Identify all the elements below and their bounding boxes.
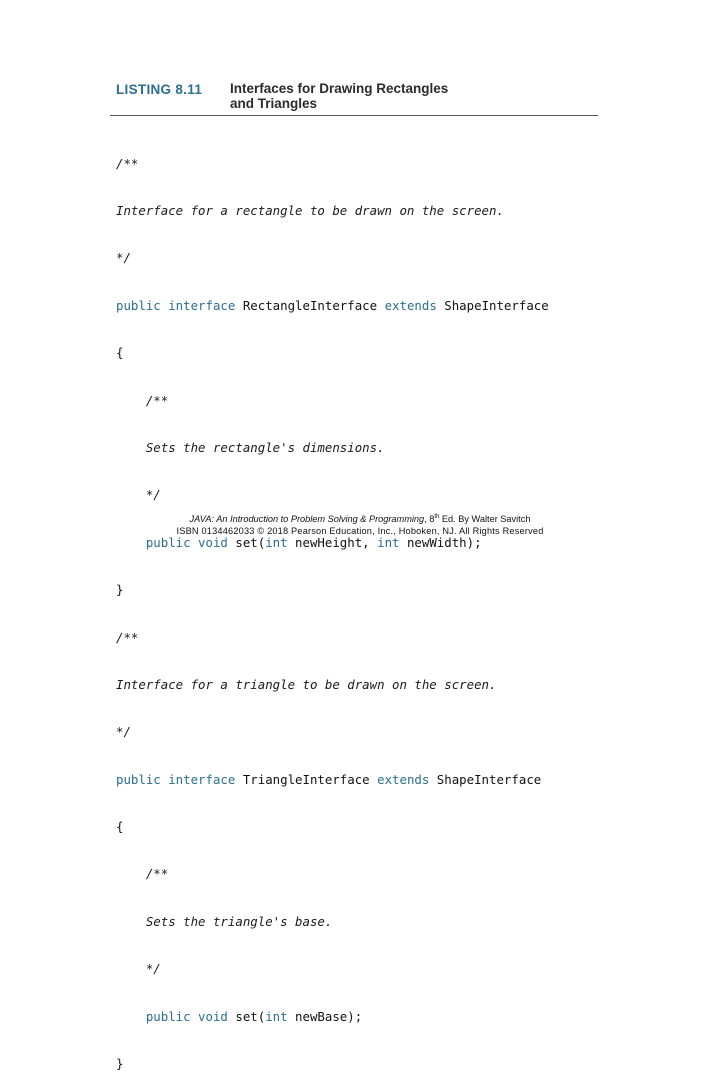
code-line-6: /** bbox=[116, 392, 169, 408]
footer-copyright: ISBN 0134462033 © 2018 Pearson Education, Inc., Hoboken, NJ. All Rights Reserved bbox=[176, 526, 544, 536]
code-line-17: Sets the triangle's base. bbox=[116, 913, 333, 929]
listing-title bbox=[230, 82, 448, 111]
code-text: newBase); bbox=[295, 1008, 363, 1024]
code-text: newWidth); bbox=[406, 534, 482, 550]
code-line-16: /** bbox=[116, 866, 169, 882]
code-keyword: int bbox=[377, 534, 407, 550]
code-keyword: extends bbox=[377, 771, 437, 787]
code-identifier: TriangleInterface bbox=[242, 771, 378, 787]
footer-citation: JAVA: An Introduction to Problem Solving & Programming, 8th Ed. By Walter Savitch bbox=[189, 514, 531, 525]
code-line-4 bbox=[116, 298, 549, 314]
footer-edition-author: Ed. By Walter Savitch bbox=[439, 514, 531, 525]
code-keyword: public void bbox=[116, 534, 236, 550]
code-listing bbox=[116, 124, 549, 1080]
code-line-8: */ bbox=[116, 487, 161, 503]
code-line-20: } bbox=[116, 1056, 124, 1072]
code-keyword: public interface bbox=[116, 771, 243, 787]
code-line-18: */ bbox=[116, 961, 161, 977]
code-line-1: /** bbox=[116, 155, 139, 171]
footer-edition-number: 8 bbox=[429, 514, 435, 525]
code-identifier: ShapeInterface bbox=[444, 297, 549, 313]
code-keyword: public interface bbox=[116, 297, 243, 313]
code-identifier: ShapeInterface bbox=[436, 771, 542, 787]
code-line-11: /** bbox=[116, 629, 139, 645]
code-text: set( bbox=[235, 534, 266, 550]
code-text: newHeight, bbox=[295, 534, 378, 550]
footer-book-title: JAVA: An Introduction to Problem Solving & Programming bbox=[189, 514, 425, 525]
code-keyword: extends bbox=[384, 297, 445, 313]
code-line-14 bbox=[116, 772, 549, 788]
code-line-12: Interface for a triangle to be drawn on the screen. bbox=[116, 676, 497, 692]
code-identifier: RectangleInterface bbox=[242, 297, 385, 313]
code-line-13: */ bbox=[116, 724, 131, 740]
code-keyword: int bbox=[265, 534, 296, 550]
header-rule bbox=[110, 115, 598, 116]
code-line-19 bbox=[116, 1009, 549, 1025]
listing-title-line-1: Interfaces for Drawing Rectangles bbox=[230, 81, 449, 96]
code-line-2: Interface for a rectangle to be drawn on the screen. bbox=[116, 202, 504, 218]
code-line-7: Sets the rectangle's dimensions. bbox=[116, 439, 385, 455]
listing-header bbox=[116, 80, 598, 116]
code-line-15: { bbox=[116, 819, 124, 835]
code-keyword: public void bbox=[116, 1008, 236, 1024]
listing-title-line-2: and Triangles bbox=[230, 95, 318, 111]
code-text: set( bbox=[235, 1008, 266, 1024]
code-line-3: */ bbox=[116, 250, 131, 266]
code-line-10: } bbox=[116, 582, 124, 598]
code-line-9 bbox=[116, 535, 549, 551]
listing-label: LISTING 8.11 bbox=[116, 82, 203, 97]
code-keyword: int bbox=[265, 1008, 296, 1024]
code-line-5: { bbox=[116, 345, 124, 361]
footer-edition-suffix: th bbox=[434, 514, 440, 520]
